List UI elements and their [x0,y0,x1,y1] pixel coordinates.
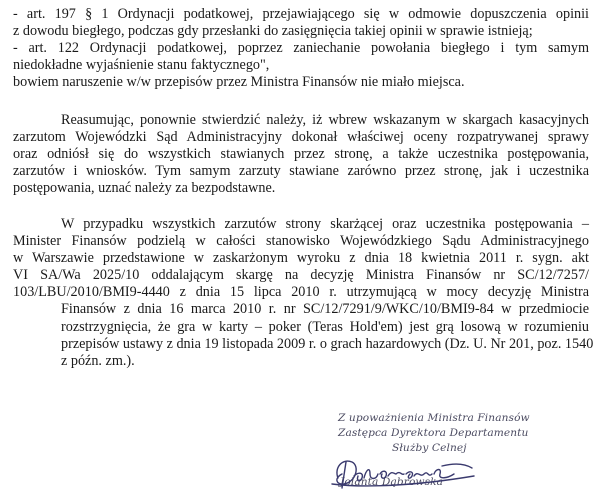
paragraph-art-violations [13,6,589,91]
text-line: bowiem naruszenie w/w przepisów przez Ministra Finansów nie miało miejsca. [13,74,465,91]
text-line: Minister Finansów podzielą w całości stanowisko Wojewódzkiego Sądu Administracyjnego [13,233,589,250]
text-line: z dowodu biegłego, podczas gdy przesłanki do zasięgnięcia takiej opinii w sprawie istnieją; [13,23,533,40]
text-line: Finansów z dnia 16 marca 2010 r. nr SC/12/7291/9/WKC/10/BMI9-84 w przedmiocie [61,301,589,318]
text-line: - art. 197 § 1 Ordynacji podatkowej, przejawiającego się w odmowie dopuszczenia opinii [13,6,589,22]
text-line: zarzutów i wniosków. Tym samym zarzuty stawiane zarówno przez stronę, jak i uczestnika [13,163,589,180]
handwritten-signature [324,438,494,500]
text-line: Reasumując, ponownie stwierdzić należy, iż wbrew wskazanym w skargach kasacyjnych [61,112,589,128]
stamp-authorization-line: Z upoważnienia Ministra Finansów [338,412,530,424]
text-line: postępowania, uznać należy za bezpodstawne. [13,180,276,197]
text-line: przepisów ustawy z dnia 19 listopada 2009 r. o grach hazardowych (Dz. U. Nr 201, poz. 1540 [61,335,594,352]
text-line: niedokładne wyjaśnienie stanu faktycznego", [13,57,270,74]
text-line: - art. 122 Ordynacji podatkowej, poprzez zaniechanie powołania biegłego i tym samym [13,40,589,57]
signature-block [330,412,590,504]
paragraph-summary [13,112,589,197]
text-line: VI SA/Wa 2025/10 oddalającym skargę na decyzję Ministra Finansów nr SC/12/7257/ [13,267,589,284]
text-line: oraz odniósł się do wszystkich stawianych przez stronę, a także uczestnika postępowania, [13,146,589,163]
text-line: 103/LBU/2010/BMI9-4440 z dnia 15 lipca 2010 r. utrzymującą w mocy decyzję Ministra [13,284,589,301]
stamp-position-line: Zastępca Dyrektora Departamentu [338,427,529,439]
stamp-name-line: Jolanta Dąbrowska [340,476,444,488]
paragraph-conclusion [13,216,594,370]
stamp-department-line: Służby Celnej [392,442,467,454]
text-line: W przypadku wszystkich zarzutów strony skarżącej oraz uczestnika postępowania – [61,216,589,232]
text-line: zarzutom Wojewódzki Sąd Administracyjny dokonał właściwej oceny rozpatrywanej sprawy [13,129,589,146]
text-line: w Warszawie przedstawione w zaskarżonym wyroku z dnia 18 kwietnia 2011 r. sygn. akt [13,250,589,267]
text-line: z późn. zm.). [61,352,135,369]
text-line: rozstrzygnięcia, że gra w karty – poker (Teras Hold'em) jest grą losową w rozumieniu [61,318,589,335]
